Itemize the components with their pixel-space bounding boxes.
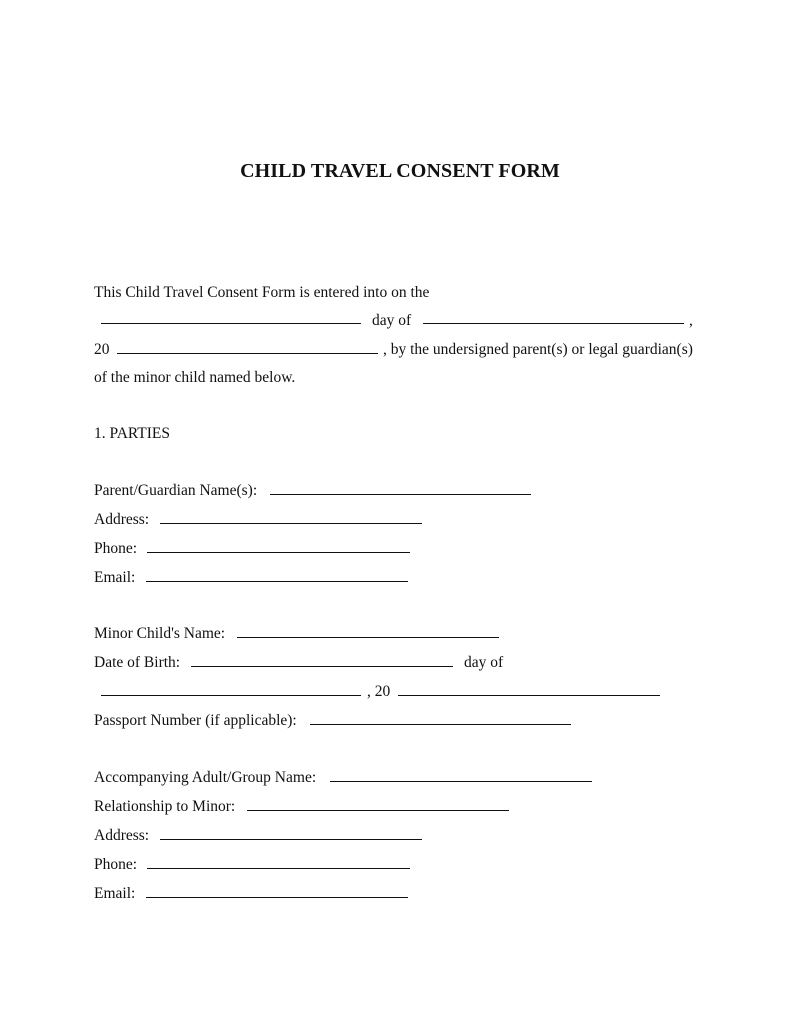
adult-email-label: Email: (94, 885, 136, 902)
parent-phone-label: Phone: (94, 540, 138, 557)
relationship-field[interactable] (247, 810, 509, 811)
intro-text: This Child Travel Consent Form is entered into on the (94, 284, 430, 301)
dob-year-field[interactable] (398, 695, 660, 696)
adult-name-label: Accompanying Adult/Group Name: (94, 769, 317, 786)
adult-address-label: Address: (94, 827, 150, 844)
adult-name-field[interactable] (330, 781, 592, 782)
adult-email-field[interactable] (146, 897, 408, 898)
parent-email-label: Email: (94, 569, 136, 586)
agreement-year-field[interactable] (117, 353, 378, 354)
agreement-day-field[interactable] (101, 323, 361, 324)
section-heading-parties: 1. PARTIES (94, 425, 171, 442)
parent-name-label: Parent/Guardian Name(s): (94, 482, 258, 499)
adult-address-field[interactable] (160, 839, 422, 840)
parent-address-field[interactable] (160, 523, 422, 524)
adult-phone-label: Phone: (94, 856, 138, 873)
parent-email-field[interactable] (146, 581, 408, 582)
day-of-label: day of (372, 312, 412, 329)
passport-field[interactable] (310, 724, 571, 725)
document-title: CHILD TRAVEL CONSENT FORM (240, 160, 560, 182)
comma-text: , (689, 312, 693, 329)
dob-month-field[interactable] (101, 695, 361, 696)
parent-name-field[interactable] (270, 494, 531, 495)
dob-day-field[interactable] (191, 666, 453, 667)
parent-address-label: Address: (94, 511, 150, 528)
dob-year-prefix: , 20 (367, 683, 391, 700)
passport-label: Passport Number (if applicable): (94, 712, 297, 729)
relationship-label: Relationship to Minor: (94, 798, 236, 815)
child-name-field[interactable] (237, 637, 499, 638)
adult-phone-field[interactable] (147, 868, 410, 869)
intro-text-end: of the minor child named below. (94, 369, 296, 386)
dob-day-of-label: day of (464, 654, 504, 671)
parent-phone-field[interactable] (147, 552, 410, 553)
agreement-month-field[interactable] (423, 323, 684, 324)
guardian-text: , by the undersigned parent(s) or legal guardian(s) (383, 341, 693, 358)
dob-label: Date of Birth: (94, 654, 181, 671)
child-name-label: Minor Child's Name: (94, 625, 226, 642)
year-prefix: 20 (94, 341, 110, 358)
